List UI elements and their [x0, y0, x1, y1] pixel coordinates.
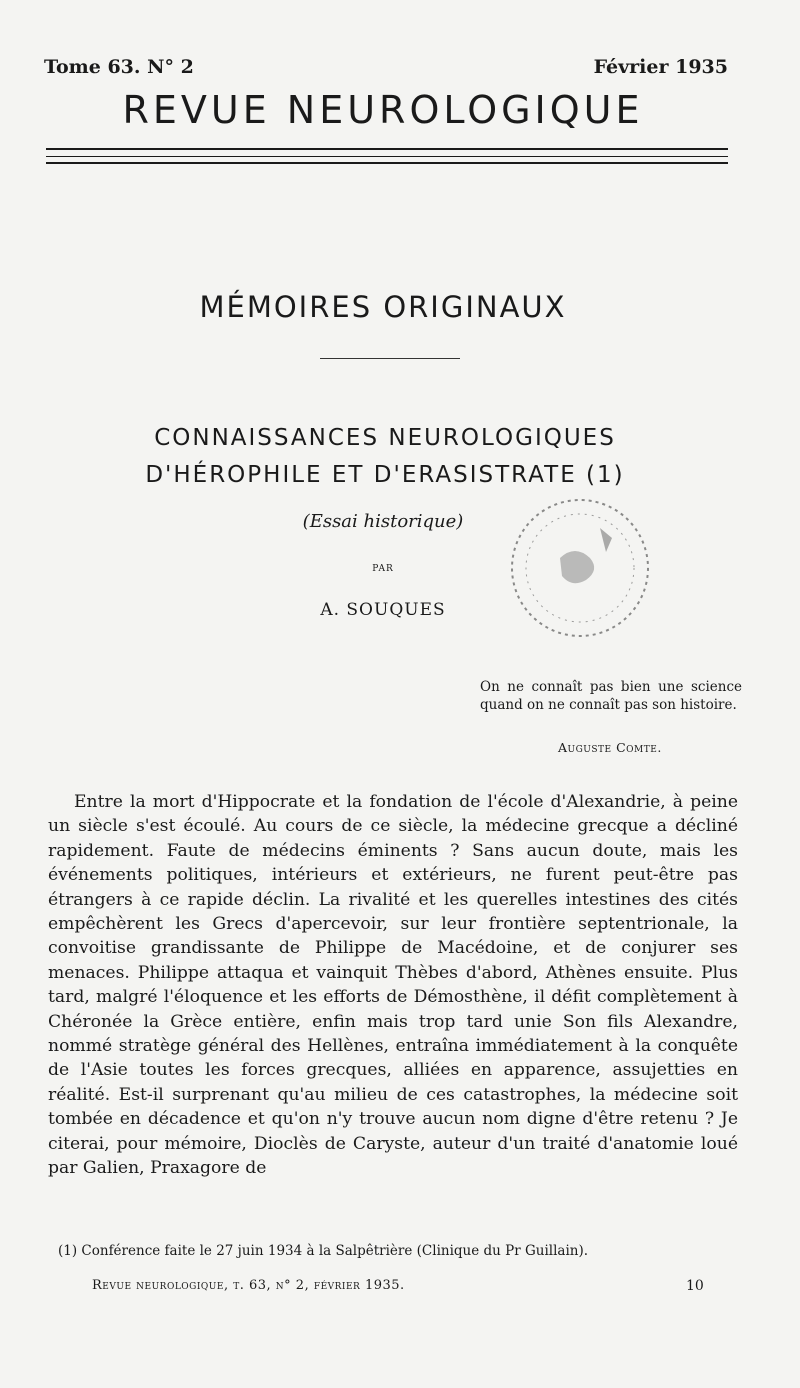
article-title-line2: D'HÉROPHILE ET D'ERASISTRATE (1): [145, 462, 625, 488]
header-rule: [46, 148, 728, 150]
epigraph-author: Auguste Comte.: [558, 740, 662, 755]
section-heading: MÉMOIRES ORIGINAUX: [199, 290, 567, 324]
body-text: [48, 790, 738, 1181]
journal-title: REVUE NEUROLOGIQUE: [122, 88, 644, 132]
page-footer: Revue neurologique, t. 63, n° 2, février 1935.: [92, 1278, 405, 1293]
section-separator: [320, 358, 460, 359]
volume-issue: Tome 63. N° 2: [44, 56, 194, 78]
body-paragraph: Entre la mort d'Hippocrate et la fondation de l'école d'Alexandrie, à peine un siècle s'est écoulé. Au cours de ce siècle, la médecine grecque a décliné rapidement. Faute de médecins éminents ? Sans aucun doute, mais les événements politiques, intérieurs et extérieurs, ne furent peut-être pas étrangers à ce rapide déclin. La rivalité et les querelles intestines des cités empêchèrent les Grecs d'apercevoir, sur leur frontière septentrionale, la convoitise grandissante de Philippe de Macédoine, et de conjurer ses menaces. Philippe attaqua et vainquit Thèbes d'abord, Athènes ensuite. Plus tard, malgré l'éloquence et les efforts de Démosthène, il défit complètement à Chéronée la Grèce entière, enfin mais trop tard unie Son fils Alexandre, nommé stratège général des Hellènes, entraîna immédiatement à la conquête de l'Asie toutes les forces grecques, alliées en apparence, assujetties en réalité. Est-il surprenant qu'au milieu de ces catastrophes, la médecine soit tombée en décadence et qu'on n'y trouve aucun nom digne d'être retenu ? Je citerai, pour mémoire, Dioclès de Caryste, auteur d'un traité d'anatomie loué par Galien, Praxagore de: [48, 792, 738, 1179]
article-author: A. SOUQUES: [320, 600, 446, 620]
issue-date: Février 1935: [593, 56, 728, 78]
page-number: 10: [686, 1278, 704, 1294]
by-label: PAR: [372, 564, 394, 574]
article-title-line1: CONNAISSANCES NEUROLOGIQUES: [154, 425, 616, 451]
epigraph-quote: On ne connaît pas bien une science quand on ne connaît pas son histoire.: [480, 679, 742, 713]
article-subtitle: (Essai historique): [302, 511, 464, 532]
header-rule: [46, 156, 728, 157]
footnote: (1) Conférence faite le 27 juin 1934 à la Salpêtrière (Clinique du Pr Guillain).: [58, 1243, 589, 1259]
header-rule: [46, 162, 728, 164]
library-stamp: [500, 488, 660, 648]
